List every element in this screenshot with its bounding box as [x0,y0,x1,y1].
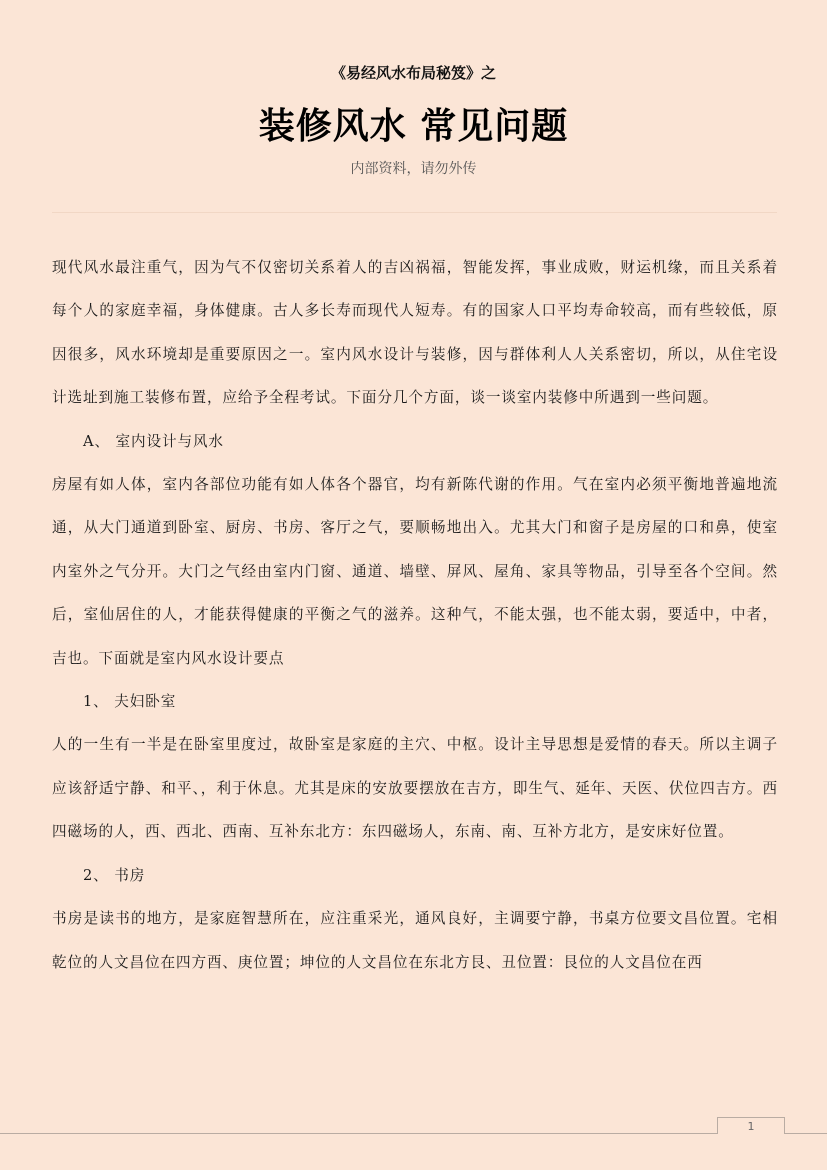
item-2-paragraph: 书房是读书的地方，是家庭智慧所在，应注重采光，通风良好，主调要宁静，书桌方位要文昌位置。宅相乾位的人文昌位在四方酉、庚位置；坤位的人文昌位在东北方艮、丑位置：艮位的人文昌位在西 [52,910,778,971]
document-subtitle: 内部资料，请勿外传 [350,161,477,177]
item-heading-1: 1、 夫妇卧室 [83,693,177,711]
document-title: 装修风水 常见问题 [258,106,569,147]
series-title: 《易经风水布局秘笈》之 [330,64,496,82]
item-1-paragraph: 人的一生有一半是在卧室里度过，故卧室是家庭的主穴、中枢。设计主导思想是爱情的春天。所以主调子应该舒适宁静、和平、，利于休息。尤其是床的安放要摆放在吉方，即生气、延年、天医、伏位四吉方。西四磁场的人，西、西北、西南、互补东北方：东四磁场人，东南、南、互补方北方，是安床好位置。 [52,736,778,841]
section-heading-a: A、 室内设计与风水 [83,432,224,450]
header-divider [52,212,777,213]
section-a-paragraph: 房屋有如人体，室内各部位功能有如人体各个器官，均有新陈代谢的作用。气在室内必须平衡地普遍地流通，从大门通道到卧室、厨房、书房、客厅之气，要顺畅地出入。尤其大门和窗子是房屋的口和鼻，使室内室外之气分开。大门之气经由室内门窗、通道、墙壁、屏风、屋角、家具等物品，引导至各个空间。然后，室仙居住的人，才能获得健康的平衡之气的滋养。这种气，不能太强，也不能太弱，要适中，中者，吉也。下面就是室内风水设计要点 [52,476,778,667]
item-heading-2: 2、 书房 [83,866,146,884]
document-body [52,246,778,984]
footer-divider [0,1133,827,1134]
intro-paragraph: 现代风水最注重气，因为气不仅密切关系着人的吉凶祸福，智能发挥，事业成败，财运机缘，而且关系着每个人的家庭幸福，身体健康。古人多长寿而现代人短寿。有的国家人口平均寿命较高，而有些较低，原因很多，风水环境却是重要原因之一。室内风水设计与装修，因与群体利人人关系密切，所以，从住宅设计选址到施工装修布置，应给予全程考试。下面分几个方面，谈一谈室内装修中所遇到一些问题。 [52,259,778,407]
page-number: 1 [717,1117,785,1134]
